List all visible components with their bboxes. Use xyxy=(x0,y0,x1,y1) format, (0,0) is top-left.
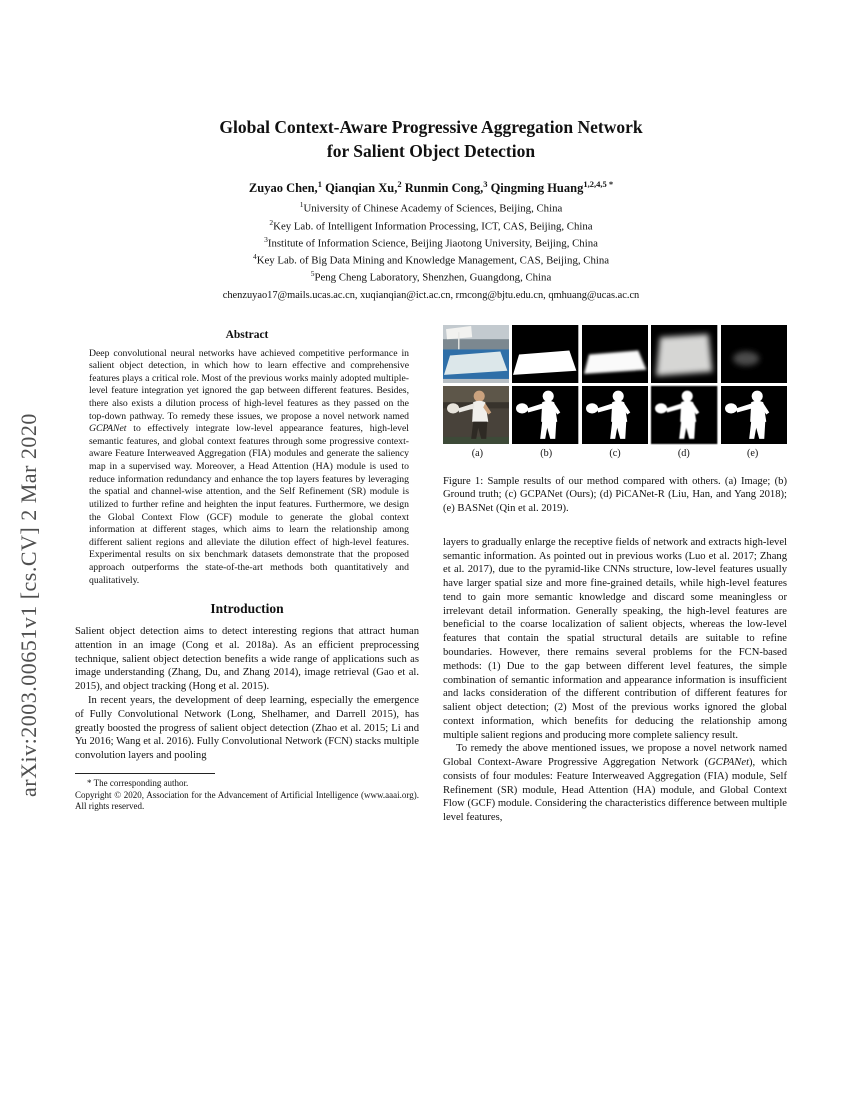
figure-image-tennis-groundtruth xyxy=(512,386,578,444)
intro-paragraph-2: In recent years, the development of deep learning, especially the emergence of Fully Convolutional Network (Long, Shelhamer, and Darrell 2015), has greatly boosted the progress of salient object detection (Zhao et al. 2015; Li and Yu 2016; Wang et al. 2016). Fully Convolutional Network (FCN) stacks multiple convolution layers and pooling xyxy=(75,694,419,762)
abstract-heading: Abstract xyxy=(225,328,269,341)
figure-label-e: (e) xyxy=(746,447,759,459)
body-paragraph-remedy: To remedy the above mentioned issues, we propose a novel network named Global Context-Aware Progressive Aggregation Network (GCPANet), which consists of four modules: Feature Interweaved Aggregation (FIA) module, Self Refinement (SR) module, Head Attention (HA) module, and Global Context Flow (GCF) module. Considering the characteristics difference between multiple level features, xyxy=(443,743,787,824)
figure-image-pool-groundtruth xyxy=(512,325,578,383)
author-4-sup: 1,2,4,5 * xyxy=(583,179,614,190)
figure-image-tennis-gcpanet xyxy=(582,386,648,444)
figure-label-b: (b) xyxy=(540,447,553,459)
figure-1-labels xyxy=(443,448,787,459)
abstract-text: Deep convolutional neural networks have achieved competitive performance in salient object detection, in which how to learn effective and comprehensive features plays a critical role. Most of the previous works mainly adopted multiple-level feature integration yet ignored the gap between different features. Besides, there also exists a dilution process of high-level features as they passed on the top-down pathway. To remedy these issues, we propose a novel network named GCPANet to effectively integrate low-level appearance features, high-level semantic features, and global context features through some progressive context-aware Feature Interweaved Aggregation (FIA) modules and generate the saliency map in a supervised way. Moreover, a Head Attention (HA) module is used to reduce information redundancy and enhance the top layers features by leveraging the spatial and channel-wise attention, and the Self Refinement (SR) module is utilized to further refine and heighten the input features. Furthermore, we design the Global Context Flow (GCF) module to generate the global context information at different stages, which aims to learn the relationship among different salient regions and alleviate the dilution effect of high-level features. Experimental results on six benchmark datasets demonstrate that the proposed approach outperforms the state-of-the-art methods both quantitatively and qualitatively. xyxy=(89,347,409,586)
author-line xyxy=(75,179,787,196)
affiliation-3: $^3$Institute of Information Science, Beijing Jiaotong University, Beijing, China xyxy=(264,234,598,250)
figure-image-tennis-input xyxy=(443,386,509,444)
paper-title xyxy=(75,116,787,163)
right-column-text xyxy=(443,536,787,825)
author-2-sup: 2 xyxy=(397,179,402,190)
intro-paragraph-1: Salient object detection aims to detect interesting regions that attract human attention in an image (Cong et al. 2018a). As an efficient preprocessing technique, salient object detection benefits a wide range of applications such as image understanding (Zhang, Du, and Zhang 2014), image retrieval (Gao et al. 2015), and object tracking (Hong et al. 2015). xyxy=(75,626,419,693)
affiliation-1: $^1$University of Chinese Academy of Sciences, Beijing, China xyxy=(299,200,563,215)
figure-label-a: (a) xyxy=(471,447,484,459)
author-4: Qingming Huang xyxy=(487,181,584,196)
author-3: Runmin Cong, xyxy=(401,181,484,196)
body-paragraph-continued: layers to gradually enlarge the receptive fields of network and extracts high-level semantic information. As pointed out in previous works (Luo et al. 2017; Zhang et al. 2017), due to the pyramid-like CNNs structure, low-level features usually have larger spatial size and more fine-grained details, while high-level features tend to gain more semantic knowledge and discard some meaningless or irrelevant detail information. Generally speaking, the high-level features are beneficial to the coarse localization of salient objects, whereas the low-level features that contain the spatial structural details are suitable to refine boundaries. However, there remains several problems for the FCN-based methods: (1) Due to the gap between different level features, the simple combination of semantic information and appearance information is insufficient and lacks consideration of the different contribution of different features for salient object detection; (2) Most of the previous works ignored the global context information, which benefits for deducing the relationship among multiple salient regions and producing more complete saliency result. xyxy=(443,536,787,741)
introduction-heading: Introduction xyxy=(210,601,284,617)
author-1: Zuyao Chen, xyxy=(248,181,318,196)
affiliation-4: $^4$Key Lab. of Big Data Mining and Knowledge Management, CAS, Beijing, China xyxy=(252,252,610,267)
paper-content xyxy=(75,116,787,825)
figure-1-caption: Figure 1: Sample results of our method compared with others. (a) Image; (b) Ground truth; (c) GCPANet (Ours); (d) PiCANet-R (Liu, Han, and Yang 2018); (e) BASNet (Qin et al. 2019). xyxy=(443,475,787,515)
two-column-body xyxy=(75,325,787,825)
figure-label-c: (c) xyxy=(609,447,621,459)
network-name-2: GCPANet xyxy=(708,757,750,769)
affiliation-5: $^5$Peng Cheng Laboratory, Shenzhen, Guangdong, China xyxy=(310,269,552,284)
figure-image-tennis-picanet xyxy=(651,386,717,444)
title-line-1: Global Context-Aware Progressive Aggregation Network xyxy=(219,117,643,137)
left-column xyxy=(75,325,419,825)
author-2: Qianqian Xu, xyxy=(321,181,398,196)
author-emails: chenzuyao17@mails.ucas.ac.cn, xuqianqian@ict.ac.cn, rmcong@bjtu.edu.cn, qmhuang@ucas.ac.cn xyxy=(222,289,640,301)
footnote-rule xyxy=(75,773,215,774)
figure-image-pool-gcpanet xyxy=(582,325,648,383)
author-1-sup: 1 xyxy=(317,179,322,190)
footnote-block xyxy=(75,773,419,813)
title-line-2: for Salient Object Detection xyxy=(326,140,536,161)
arxiv-watermark: arXiv:2003.00651v1 [cs.CV] 2 Mar 2020 xyxy=(16,413,41,797)
footnote-corresponding-author: * The corresponding author. xyxy=(87,777,189,788)
footnote-copyright: Copyright © 2020, Association for the Advancement of Artificial Intelligence (www.aaai.org). All rights reserved. xyxy=(75,789,419,812)
figure-label-d: (d) xyxy=(677,447,690,459)
figure-image-pool-basnet xyxy=(721,325,787,383)
network-name: GCPANet xyxy=(89,423,127,435)
figure-image-pool-picanet xyxy=(651,325,717,383)
author-3-sup: 3 xyxy=(483,179,488,190)
affiliations xyxy=(75,200,787,286)
figure-image-pool-input xyxy=(443,325,509,383)
figure-1-grid xyxy=(443,325,787,444)
right-column xyxy=(443,325,787,825)
figure-image-tennis-basnet xyxy=(721,386,787,444)
affiliation-2: $^2$Key Lab. of Intelligent Information Processing, ICT, CAS, Beijing, China xyxy=(269,217,593,233)
